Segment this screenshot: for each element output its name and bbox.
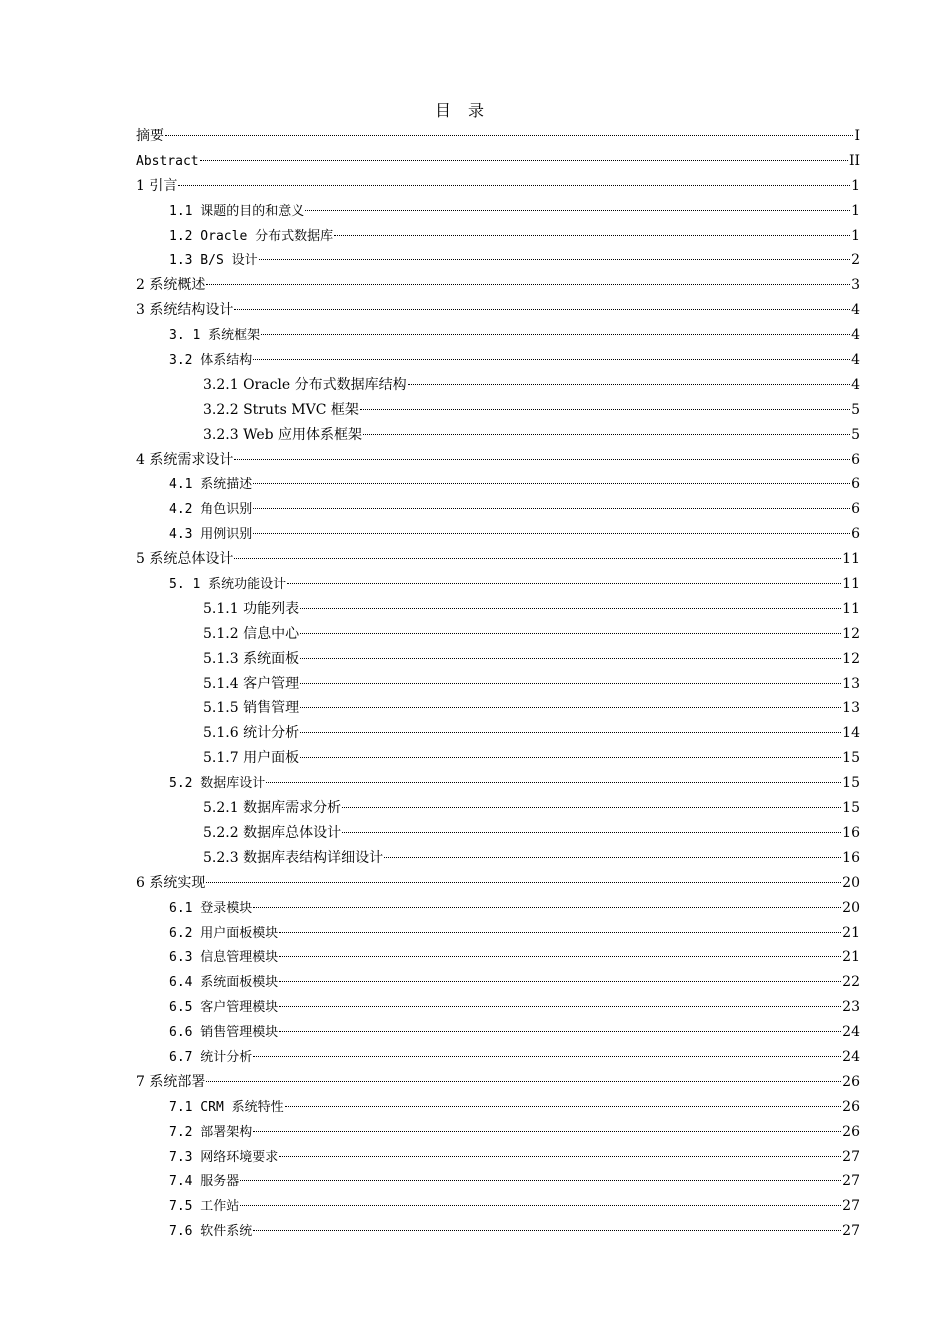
toc-dot-leader: [300, 707, 841, 708]
toc-entry-label: 4 系统需求设计: [136, 451, 234, 468]
toc-entry-page-number: 11: [842, 551, 860, 568]
toc-entry[interactable]: [136, 970, 860, 995]
toc-entry-page-number: 16: [842, 824, 860, 841]
toc-entry-label: 6.6 销售管理模块: [169, 1025, 279, 1041]
toc-entry-page-number: 22: [842, 974, 860, 991]
toc-entry[interactable]: [136, 746, 860, 771]
toc-entry-page-number: 24: [842, 1048, 860, 1065]
toc-entry[interactable]: [136, 373, 860, 398]
toc-entry-page-number: 16: [842, 849, 860, 866]
toc-entry[interactable]: [136, 323, 860, 348]
toc-dot-leader: [300, 633, 841, 634]
toc-dot-leader: [240, 1180, 841, 1181]
toc-entry-label: 5.2.1 数据库需求分析: [203, 800, 342, 817]
toc-entry[interactable]: [136, 348, 860, 373]
toc-entry-page-number: 11: [842, 576, 860, 593]
toc-dot-leader: [253, 1131, 841, 1132]
toc-entry-page-number: 27: [842, 1198, 860, 1215]
toc-entry[interactable]: [136, 945, 860, 970]
toc-dot-leader: [300, 658, 841, 659]
toc-entry-page-number: 1: [851, 202, 860, 219]
toc-entry-page-number: 6: [851, 526, 860, 543]
toc-entry-page-number: 6: [851, 476, 860, 493]
toc-dot-leader: [253, 483, 850, 484]
toc-entry-label: 6.7 统计分析: [169, 1049, 253, 1065]
toc-entry-page-number: 4: [851, 302, 860, 319]
toc-entry-label: 1.3 B/S 设计: [169, 253, 258, 269]
toc-entry[interactable]: [136, 398, 860, 423]
toc-entry-label: 1.1 课题的目的和意义: [169, 203, 305, 219]
toc-dot-leader: [279, 932, 841, 933]
toc-entry-label: 2 系统概述: [136, 277, 206, 294]
toc-dot-leader: [253, 1056, 841, 1057]
toc-entry-page-number: 15: [842, 750, 860, 767]
toc-entry[interactable]: [136, 174, 860, 199]
toc-entry[interactable]: [136, 721, 860, 746]
toc-entry[interactable]: [136, 672, 860, 697]
toc-entry[interactable]: [136, 871, 860, 896]
toc-entry-page-number: 15: [842, 800, 860, 817]
toc-entry-label: 5.1.7 用户面板: [203, 750, 300, 767]
toc-title: 目 录: [434, 101, 491, 120]
toc-entry[interactable]: [136, 298, 860, 323]
toc-entry-label: 7.3 网络环境要求: [169, 1149, 279, 1165]
toc-entry[interactable]: [136, 796, 860, 821]
toc-entry-label: 6 系统实现: [136, 874, 206, 891]
toc-dot-leader: [253, 1230, 841, 1231]
toc-entry[interactable]: [136, 1020, 860, 1045]
toc-entry-label: 3.2 体系结构: [169, 353, 253, 369]
toc-entry-label: 3. 1 系统框架: [169, 328, 261, 344]
toc-entry-page-number: 20: [842, 874, 860, 891]
toc-entry-page-number: 21: [842, 949, 860, 966]
toc-dot-leader: [342, 807, 841, 808]
toc-entry-page-number: 24: [842, 1024, 860, 1041]
toc-dot-leader: [279, 981, 841, 982]
toc-entry-label: 4.1 系统描述: [169, 477, 253, 493]
toc-entry-page-number: 27: [842, 1173, 860, 1190]
toc-entry-label: 3.2.1 Oracle 分布式数据库结构: [203, 376, 407, 393]
toc-entry-page-number: 6: [851, 451, 860, 468]
toc-entry-page-number: 1: [851, 227, 860, 244]
toc-dot-leader: [287, 583, 841, 584]
toc-entry-page-number: 6: [851, 501, 860, 518]
toc-entry[interactable]: [136, 472, 860, 497]
toc-entry[interactable]: [136, 248, 860, 273]
toc-dot-leader: [206, 882, 841, 883]
toc-entry[interactable]: [136, 896, 860, 921]
toc-entry-label: 5. 1 系统功能设计: [169, 577, 287, 593]
toc-entry-label: 7.6 软件系统: [169, 1224, 253, 1240]
toc-entry[interactable]: [136, 1219, 860, 1244]
toc-entry-page-number: 4: [851, 376, 860, 393]
toc-entry-label: 5.2 数据库设计: [169, 776, 266, 792]
toc-entry-page-number: 5: [851, 401, 860, 418]
toc-entry-page-number: 13: [842, 700, 860, 717]
toc-entry-label: 6.2 用户面板模块: [169, 925, 279, 941]
toc-entry-label: 5.2.2 数据库总体设计: [203, 824, 342, 841]
toc-dot-leader: [240, 1205, 841, 1206]
toc-entry[interactable]: [136, 547, 860, 572]
toc-entry[interactable]: [136, 124, 860, 149]
toc-dot-leader: [253, 359, 850, 360]
toc-dot-leader: [384, 857, 841, 858]
toc-entry[interactable]: [136, 846, 860, 871]
toc-dot-leader: [234, 459, 850, 460]
toc-dot-leader: [253, 533, 850, 534]
toc-entry-label: 5.1.1 功能列表: [203, 600, 300, 617]
toc-dot-leader: [253, 508, 850, 509]
toc-entry[interactable]: [136, 622, 860, 647]
toc-dot-leader: [285, 1106, 842, 1107]
toc-entry[interactable]: [136, 1194, 860, 1219]
toc-dot-leader: [234, 558, 841, 559]
toc-dot-leader: [334, 235, 850, 236]
toc-entry-label: 7.5 工作站: [169, 1199, 240, 1215]
toc-entry-page-number: 12: [842, 650, 860, 667]
toc-entry-page-number: II: [848, 152, 860, 169]
toc-entry[interactable]: [136, 647, 860, 672]
toc-dot-leader: [363, 434, 850, 435]
toc-dot-leader: [261, 334, 850, 335]
toc-entry-page-number: 11: [842, 600, 860, 617]
toc-entry-page-number: 26: [842, 1098, 860, 1115]
toc-dot-leader: [178, 185, 850, 186]
toc-entry-page-number: 15: [842, 775, 860, 792]
toc-entry-page-number: 4: [851, 352, 860, 369]
toc-dot-leader: [305, 210, 850, 211]
toc-dot-leader: [408, 384, 850, 385]
toc-entry-label: 5.1.5 销售管理: [203, 700, 300, 717]
toc-dot-leader: [300, 732, 841, 733]
toc-entry[interactable]: [136, 572, 860, 597]
toc-entry-label: 5.1.6 统计分析: [203, 725, 300, 742]
toc-entry[interactable]: [136, 448, 860, 473]
toc-entry[interactable]: [136, 771, 860, 796]
toc-entry-page-number: 27: [842, 1223, 860, 1240]
toc-entry-label: 5.1.4 客户管理: [203, 675, 300, 692]
toc-entry-label: 摘要: [136, 128, 164, 144]
toc-entry-label: 7.4 服务器: [169, 1174, 240, 1190]
toc-entry[interactable]: [136, 995, 860, 1020]
toc-entry-page-number: 13: [842, 675, 860, 692]
toc-entry[interactable]: [136, 522, 860, 547]
toc-entry-label: 7.2 部署架构: [169, 1124, 253, 1140]
toc-entry-label: 7 系统部署: [136, 1073, 206, 1090]
toc-dot-leader: [206, 1081, 841, 1082]
toc-entry-page-number: 26: [842, 1073, 860, 1090]
toc-entry-label: 3 系统结构设计: [136, 302, 234, 319]
toc-entry-label: 5 系统总体设计: [136, 551, 234, 568]
toc-entry[interactable]: [136, 1145, 860, 1170]
toc-entry[interactable]: [136, 1169, 860, 1194]
toc-entry-page-number: 1: [851, 177, 860, 194]
toc-dot-leader: [342, 832, 841, 833]
toc-entry-page-number: 4: [851, 327, 860, 344]
toc-entry[interactable]: [136, 1095, 860, 1120]
toc-entry[interactable]: [136, 199, 860, 224]
toc-entry-label: 6.5 客户管理模块: [169, 1000, 279, 1016]
toc-entry-label: 5.2.3 数据库表结构详细设计: [203, 849, 384, 866]
toc-entry[interactable]: [136, 696, 860, 721]
toc-entry-page-number: 23: [842, 999, 860, 1016]
toc-entry-page-number: 14: [842, 725, 860, 742]
toc-dot-leader: [259, 259, 850, 260]
toc-dot-leader: [253, 907, 841, 908]
toc-list: [136, 124, 860, 1244]
toc-entry[interactable]: [136, 1120, 860, 1145]
toc-entry-label: 5.1.3 系统面板: [203, 650, 300, 667]
toc-entry-label: 1 引言: [136, 177, 178, 194]
toc-entry[interactable]: [136, 273, 860, 298]
toc-entry-label: 4.3 用例识别: [169, 527, 253, 543]
toc-entry-page-number: 26: [842, 1123, 860, 1140]
toc-entry-page-number: 21: [842, 924, 860, 941]
toc-dot-leader: [266, 782, 841, 783]
toc-entry[interactable]: [136, 597, 860, 622]
toc-entry[interactable]: [136, 423, 860, 448]
toc-dot-leader: [165, 135, 853, 136]
toc-entry[interactable]: [136, 149, 860, 174]
toc-entry-label: 1.2 Oracle 分布式数据库: [169, 228, 334, 244]
toc-entry-page-number: 20: [842, 899, 860, 916]
toc-entry-page-number: 12: [842, 625, 860, 642]
toc-entry-label: 4.2 角色识别: [169, 502, 253, 518]
toc-dot-leader: [360, 409, 850, 410]
toc-dot-leader: [279, 1006, 841, 1007]
toc-entry-label: 3.2.2 Struts MVC 框架: [203, 401, 359, 418]
toc-entry[interactable]: [136, 224, 860, 249]
toc-entry-label: Abstract: [136, 153, 199, 169]
toc-dot-leader: [200, 160, 848, 161]
toc-entry-label: 7.1 CRM 系统特性: [169, 1099, 284, 1115]
toc-entry[interactable]: [136, 821, 860, 846]
toc-dot-leader: [206, 284, 850, 285]
toc-dot-leader: [279, 1031, 841, 1032]
toc-entry-label: 5.1.2 信息中心: [203, 625, 300, 642]
toc-dot-leader: [300, 683, 841, 684]
toc-entry-label: 6.3 信息管理模块: [169, 950, 279, 966]
toc-entry-label: 6.4 系统面板模块: [169, 975, 279, 991]
toc-entry[interactable]: [136, 1045, 860, 1070]
toc-entry-page-number: I: [854, 128, 860, 144]
toc-dot-leader: [279, 956, 841, 957]
toc-entry-label: 6.1 登录模块: [169, 900, 253, 916]
toc-entry-page-number: 2: [851, 252, 860, 269]
toc-entry[interactable]: [136, 921, 860, 946]
toc-entry-label: 3.2.3 Web 应用体系框架: [203, 426, 363, 443]
toc-dot-leader: [300, 757, 841, 758]
toc-dot-leader: [234, 309, 850, 310]
toc-dot-leader: [279, 1156, 841, 1157]
toc-dot-leader: [300, 608, 841, 609]
toc-entry[interactable]: [136, 1070, 860, 1095]
toc-entry-page-number: 5: [851, 426, 860, 443]
toc-entry-page-number: 27: [842, 1148, 860, 1165]
toc-entry-page-number: 3: [851, 277, 860, 294]
toc-entry[interactable]: [136, 497, 860, 522]
